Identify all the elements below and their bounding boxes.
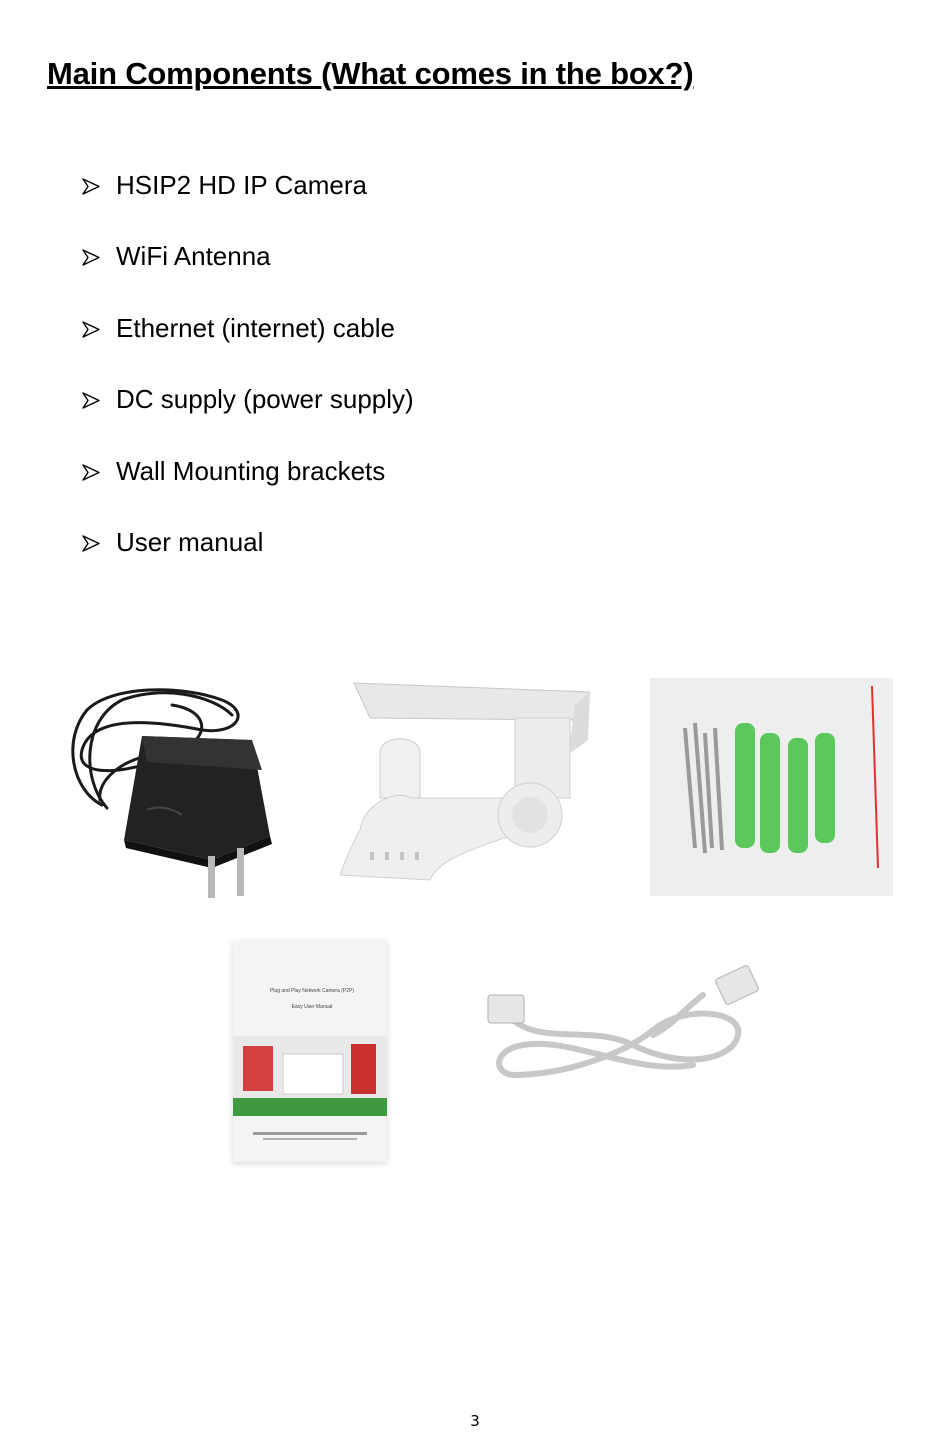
list-item-label: User manual: [116, 526, 264, 557]
user-manual-icon: [233, 940, 387, 1162]
list-item-label: DC supply (power supply): [116, 384, 414, 415]
list-item: [82, 313, 414, 384]
list-item-label: WiFi Antenna: [116, 241, 271, 272]
list-item: [82, 170, 414, 241]
arrowhead-bullet-icon: [82, 384, 116, 416]
power-adapter-icon: [62, 680, 282, 902]
arrowhead-bullet-icon: [82, 527, 116, 559]
screws-bag-icon: [650, 678, 893, 896]
list-item-label: HSIP2 HD IP Camera: [116, 170, 367, 200]
list-item: [82, 384, 414, 455]
list-item: [82, 241, 414, 312]
arrowhead-bullet-icon: [82, 313, 116, 345]
manual-cover-line2: Easy User Manual: [291, 1004, 333, 1010]
list-item: [82, 527, 414, 598]
arrowhead-bullet-icon: [82, 241, 116, 273]
list-item-label: Ethernet (internet) cable: [116, 312, 395, 343]
list-item-label: Wall Mounting brackets: [116, 455, 386, 486]
wall-bracket-icon: [340, 680, 595, 885]
components-list: [82, 170, 414, 598]
ethernet-cable-icon: [483, 965, 765, 1105]
arrowhead-bullet-icon: [82, 170, 116, 202]
page-title: Main Components (What comes in the box?): [47, 56, 694, 91]
arrowhead-bullet-icon: [82, 456, 116, 488]
page-number: 3: [470, 1412, 480, 1430]
manual-cover-line1: Plug and Play Network Camera (P2P): [270, 988, 354, 994]
list-item: [82, 456, 414, 527]
